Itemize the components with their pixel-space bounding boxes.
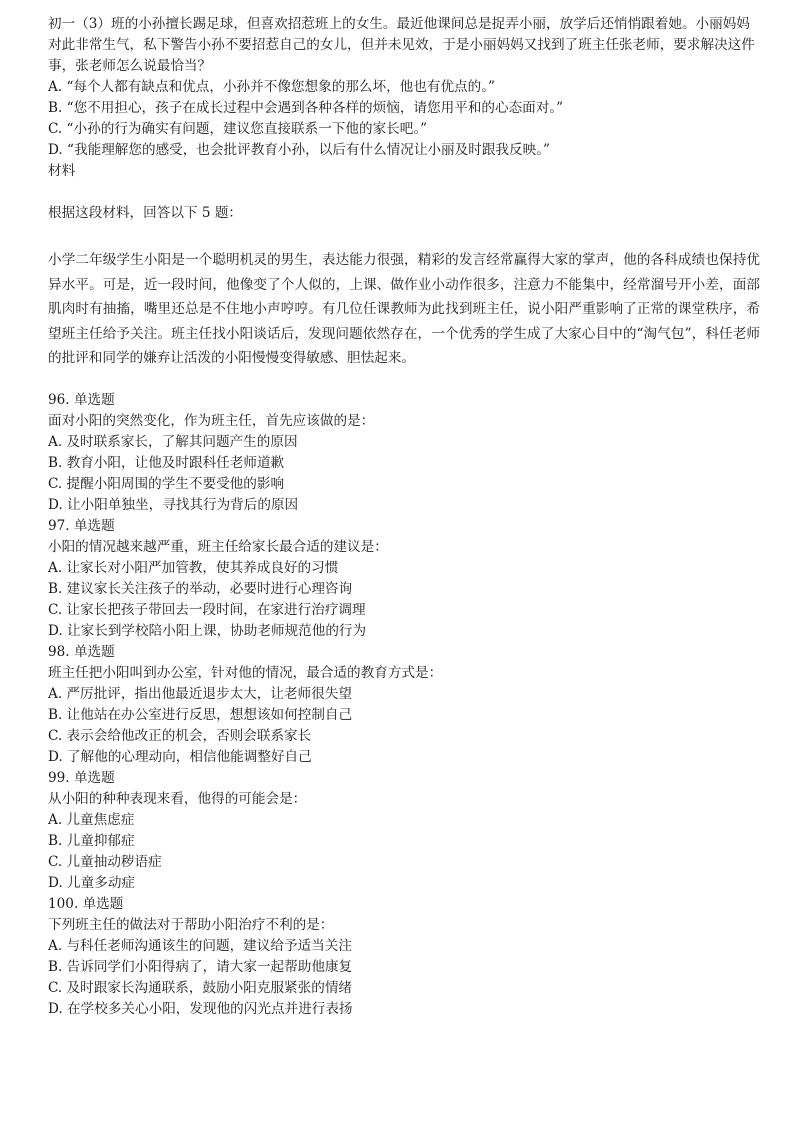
question-header: 97. 单选题	[48, 517, 115, 534]
intro-question	[48, 14, 760, 161]
question-99	[48, 768, 760, 894]
option-c: C. 及时跟家长沟通联系，鼓励小阳克服紧张的情绪	[48, 979, 353, 996]
option-b: B. 建议家长关注孩子的举动，必要时进行心理咨询	[48, 580, 353, 597]
document-page	[48, 14, 760, 1020]
option-a: A. 及时联系家长，了解其问题产生的原因	[48, 433, 298, 450]
material-instruction: 根据这段材料，回答以下 5 题：	[48, 205, 243, 221]
option-a: A. 儿童焦虑症	[48, 811, 135, 828]
question-97	[48, 516, 760, 642]
option-c: C. 让家长把孩子带回去一段时间，在家进行治疗调理	[48, 601, 366, 618]
option-b: B. 教育小阳，让他及时跟科任老师道歉	[48, 454, 285, 471]
intro-option-a: A. “每个人都有缺点和优点，小孙并不像您想象的那么坏，他也有优点的。”	[48, 79, 495, 95]
option-c: C. 提醒小阳周围的学生不要受他的影响	[48, 475, 285, 492]
option-b: B. 儿童抑郁症	[48, 832, 135, 849]
option-b: B. 让他站在办公室进行反思，想想该如何控制自己	[48, 706, 353, 723]
option-c: C. 儿童抽动秽语症	[48, 853, 162, 870]
question-100	[48, 894, 760, 1020]
intro-option-b: B. “您不用担心，孩子在成长过程中会遇到各种各样的烦恼，请您用平和的心态面对。”	[48, 100, 564, 116]
option-a: A. 严厉批评，指出他最近退步太大，让老师很失望	[48, 685, 352, 702]
option-d: D. 在学校多关心小阳，发现他的闪光点并进行表扬	[48, 1000, 353, 1017]
material-label: 材料	[48, 163, 76, 179]
question-stem: 班主任把小阳叫到办公室，针对他的情况，最合适的教育方式是：	[48, 664, 443, 681]
question-stem: 小阳的情况越来越严重，班主任给家长最合适的建议是：	[48, 538, 388, 555]
option-b: B. 告诉同学们小阳得病了，请大家一起帮助他康复	[48, 958, 353, 975]
question-header: 99. 单选题	[48, 769, 115, 786]
option-a: A. 让家长对小阳严加管教，使其养成良好的习惯	[48, 559, 339, 576]
question-stem: 下列班主任的做法对于帮助小阳治疗不利的是：	[48, 916, 334, 933]
question-stem: 面对小阳的突然变化，作为班主任，首先应该做的是：	[48, 412, 375, 429]
intro-option-d: D. “我能理解您的感受，也会批评教育小孙，以后有什么情况让小丽及时跟我反映。”	[48, 142, 550, 158]
intro-question-stem: 初一（3）班的小孙擅长踢足球，但喜欢招惹班上的女生。最近他课间总是捉弄小丽，放学后还悄悄跟着她。小丽妈妈对此非常生气，私下警告小孙不要招惹自己的女儿，但并未见效，于是小丽妈妈又找到了班主任张老师，要求解决这件事，张老师怎么说最恰当？	[48, 16, 755, 74]
option-d: D. 儿童多动症	[48, 874, 136, 891]
option-d: D. 让家长到学校陪小阳上课，协助老师规范他的行为	[48, 622, 367, 639]
option-a: A. 与科任老师沟通该生的问题，建议给予适当关注	[48, 937, 352, 954]
option-d: D. 让小阳单独坐，寻找其行为背后的原因	[48, 496, 299, 513]
material-text: 小学二年级学生小阳是一个聪明机灵的男生，表达能力很强，精彩的发言经常赢得大家的掌声，他的各科成绩也保持优异水平。可是，近一段时间，他像变了个人似的，上课、做作业小动作很多，注意力不能集中，经常溜号开小差，面部肌肉时有抽搐，嘴里还总是不住地小声哼哼。有几位任课教师为此找到班主任，说小阳严重影响了正常的课堂秩序，希望班主任给予关注。班主任找小阳谈话后，发现问题依然存在，一个优秀的学生成了大家心目中的“淘气包”，科任老师的批评和同学的嫌弃让活泼的小阳慢慢变得敏感、胆怯起来。	[48, 252, 760, 366]
question-stem: 从小阳的种种表现来看，他得的可能会是：	[48, 790, 307, 807]
question-header: 98. 单选题	[48, 643, 115, 660]
question-header: 96. 单选题	[48, 391, 115, 408]
option-c: C. 表示会给他改正的机会，否则会联系家长	[48, 727, 312, 744]
question-96	[48, 390, 760, 516]
question-98	[48, 642, 760, 768]
option-d: D. 了解他的心理动向，相信他能调整好自己	[48, 748, 312, 765]
intro-option-c: C. “小孙的行为确实有问题，建议您直接联系一下他的家长吧。”	[48, 121, 428, 137]
question-header: 100. 单选题	[48, 895, 124, 912]
